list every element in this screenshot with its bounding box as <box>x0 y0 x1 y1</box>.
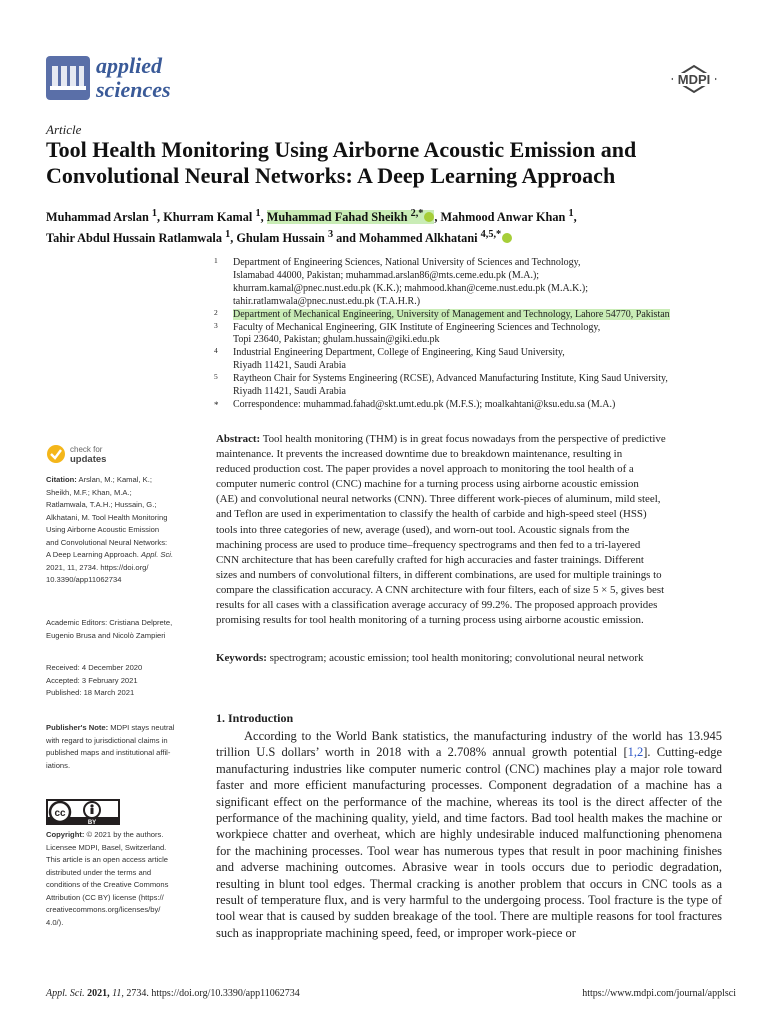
journal-name: applied sciences <box>96 53 171 102</box>
affiliation-item: 4 Industrial Engineering Department, College of Engineering, King Saud University, Riyadh 11421, Saudi Arabia <box>214 346 565 372</box>
doi-link[interactable]: 10.3390/app11062734 <box>46 575 122 584</box>
keywords: Keywords: spectrogram; acoustic emission; tool health monitoring; convolutional neural network <box>216 652 644 664</box>
author-name: Muhammad Arslan <box>46 210 149 225</box>
author-name: Ghulam Hussain <box>236 231 325 246</box>
affiliation-item: 3 Faculty of Mechanical Engineering, GIK Institute of Engineering Sciences and Technology, Topi 23640, Pakistan; ghulam.hussain@giki.edu.pk <box>214 320 601 346</box>
by-label: BY <box>87 820 97 825</box>
correspondence: * Correspondence: muhammad.fahad@skt.umt.edu.pk (M.F.S.); moalkahtani@ksu.edu.sa (M.A.) <box>214 398 616 410</box>
affiliation-item: 5 Raytheon Chair for Systems Engineering (RCSE), Advanced Manufacturing Institute, King Saud University, Riyadh 11421, Saudi Arabia <box>214 372 668 398</box>
author-name: Mahmood Anwar Khan <box>440 210 566 225</box>
citation-block: Citation: Arslan, M.; Kamal, K.; Sheikh, M.F.; Khan, M.A.; Ratlamwala, T.A.H.; Hussain, G.; Alkhatani, M. Tool Health Monitoring Using Airborne Acoustic Emission and Convolutional Neural Networks: A Deep Learning Approach. Appl. Sci. 2021, 11, 2734. https://doi.org/ 10.3390/app11062734 <box>46 474 198 587</box>
journal-url-link[interactable]: https://www.mdpi.com/journal/applsci <box>582 988 736 999</box>
citation-link[interactable]: 1,2 <box>627 745 644 760</box>
journal-logo-icon <box>46 56 90 100</box>
academic-editors: Academic Editors: Cristiana Delprete, Eugenio Brusa and Nicolò Zampieri <box>46 618 173 640</box>
mdpi-logo-icon <box>667 63 721 95</box>
dates: Received: 4 December 2020 Accepted: 3 February 2021 Published: 18 March 2021 <box>46 663 143 697</box>
copyright: Copyright: © 2021 by the authors. Licensee MDPI, Basel, Switzerland. This article is an open access article distributed under the terms and conditions of the Creative Commons Attribution (CC BY) license (https:// creativecommons.org/licenses/by/ 4.0/). <box>46 830 169 927</box>
author-name: Mohammed Alkhatani <box>359 231 478 246</box>
page-footer: Appl. Sci. 2021, 11, 2734. https://doi.org/10.3390/app11062734 https://www.mdpi.com/journal/applsci <box>46 988 736 999</box>
publishers-note: Publisher's Note: MDPI stays neutral with regard to jurisdictional claims in published maps and institutional affil- iations. <box>46 723 175 770</box>
article-type: Article <box>46 122 82 137</box>
section-heading: 1. Introduction <box>216 711 294 725</box>
author-list: Muhammad Arslan $^1$, Khurram Kamal $^1$, Muhammad Fahad Sheikh $^{2,*}$ , Mahmood Anwar Khan $^1$, Tahir Abdul Hussain Ratlamwala $^1$, Ghulam Hussain $^3$ and Mohammed Alkhatani $^{4,5,*}$ <box>46 208 577 246</box>
orcid-icon[interactable] <box>424 212 434 222</box>
check-updates-icon <box>46 443 66 465</box>
publisher-name: MDPI <box>677 72 711 87</box>
orcid-icon[interactable] <box>502 233 512 243</box>
abstract: Abstract: Tool health monitoring (THM) is in great focus nowadays from the perspective of predictive maintenance. It prevents the increased downtime due to breakdown maintenance, resulting in reduced production cost. The paper provides a novel approach to monitoring the tool health of a computer numeric control (CNC) machine for a turning process using airborne acoustic emission (AE) and convolutional neural networks (CNN). Three different work-pieces of aluminum, mild steel, and Teflon are used in experimentation to classify the health of carbide and high-speed steel (HSS) tools into three categories of new, average (used), and worn-out tool. Acoustic signals from the machining process are used to produce time–frequency spectrograms and then fed to a tri-layered CNN architecture that has been carefully crafted for high accuracies and faster trainings. Different sizes and numbers of convolutional filters, in different combinations, are used for multiple trainings to compare the classification accuracy. A CNN architecture with four filters, each of size 5 × 5, gives best results for all cases with a classification average accuracy of 99.2%. The proposed approach provides promising results for tool health monitoring of a turning process using airborne acoustic emission. <box>216 433 666 627</box>
author-name: Muhammad Fahad Sheikh <box>266 210 408 225</box>
intro-paragraph: According to the World Bank statistics, the manufacturing industry of the world has 13.945 trillion U.S dollars’ worth in 2018 with a 2.708% annual growth potential [1,2]. Cutting-edge manufacturing industries like computer numeric control (CNC) machines play a major role toward faster and more efficient manufacturing processes. Component degradation of a machine has a significant effect on the performance of the machine, whereas its tool is the direct affecter of the performance of the machining quality, yield, and time factors. Bad tool health makes the machine or workpiece chatter and overheat, which are highly undesirable induced malfunctioning phenomena for the machining processes. Tool wear has numerous types that result in poor machining finishes and adverse machining outcomes. Abrasive wear in tools occurs due to periodic degradation, resulting in blunt tool edges. Thermal cracking is another problem that occurs in CNC tools as a result of temperature flux, and is very harmful to the undergoing process. Tool fracture is the type of tool wear that is caused by sudden breakage of the tool. There are multiple reasons for tool fractures such as inappropriate machining speed, feed, or improper work-piece or <box>216 729 722 940</box>
author-name: Khurram Kamal <box>163 210 253 225</box>
affiliation-item: 1 Department of Engineering Sciences, National University of Sciences and Technology, Islamabad 44000, Pakistan; muhammad.arslan86@mts.ceme.edu.pk (M.A.); khurram.kamal@pnec.nust.edu.pk (K.K.); mahmood.khan@ceme.nust.edu.pk (M.A.K.); tahir.ratlamwala@pnec.nust.edu.pk (T.A.H.R.) <box>214 256 589 307</box>
affiliation-item: 2 Department of Mechanical Engineering, University of Management and Technology, Lahore 54770, Pakistan <box>214 307 670 320</box>
author-name: Tahir Abdul Hussain Ratlamwala <box>46 231 222 246</box>
paper-title: Tool Health Monitoring Using Airborne Acoustic Emission and Convolutional Neural Networks: A Deep Learning Approach <box>46 137 637 188</box>
cc-by-license-badge[interactable] <box>46 799 120 825</box>
check-for-updates-button[interactable]: check for updates <box>46 443 166 467</box>
cc-icon: cc <box>54 808 66 819</box>
affiliations <box>212 257 724 412</box>
